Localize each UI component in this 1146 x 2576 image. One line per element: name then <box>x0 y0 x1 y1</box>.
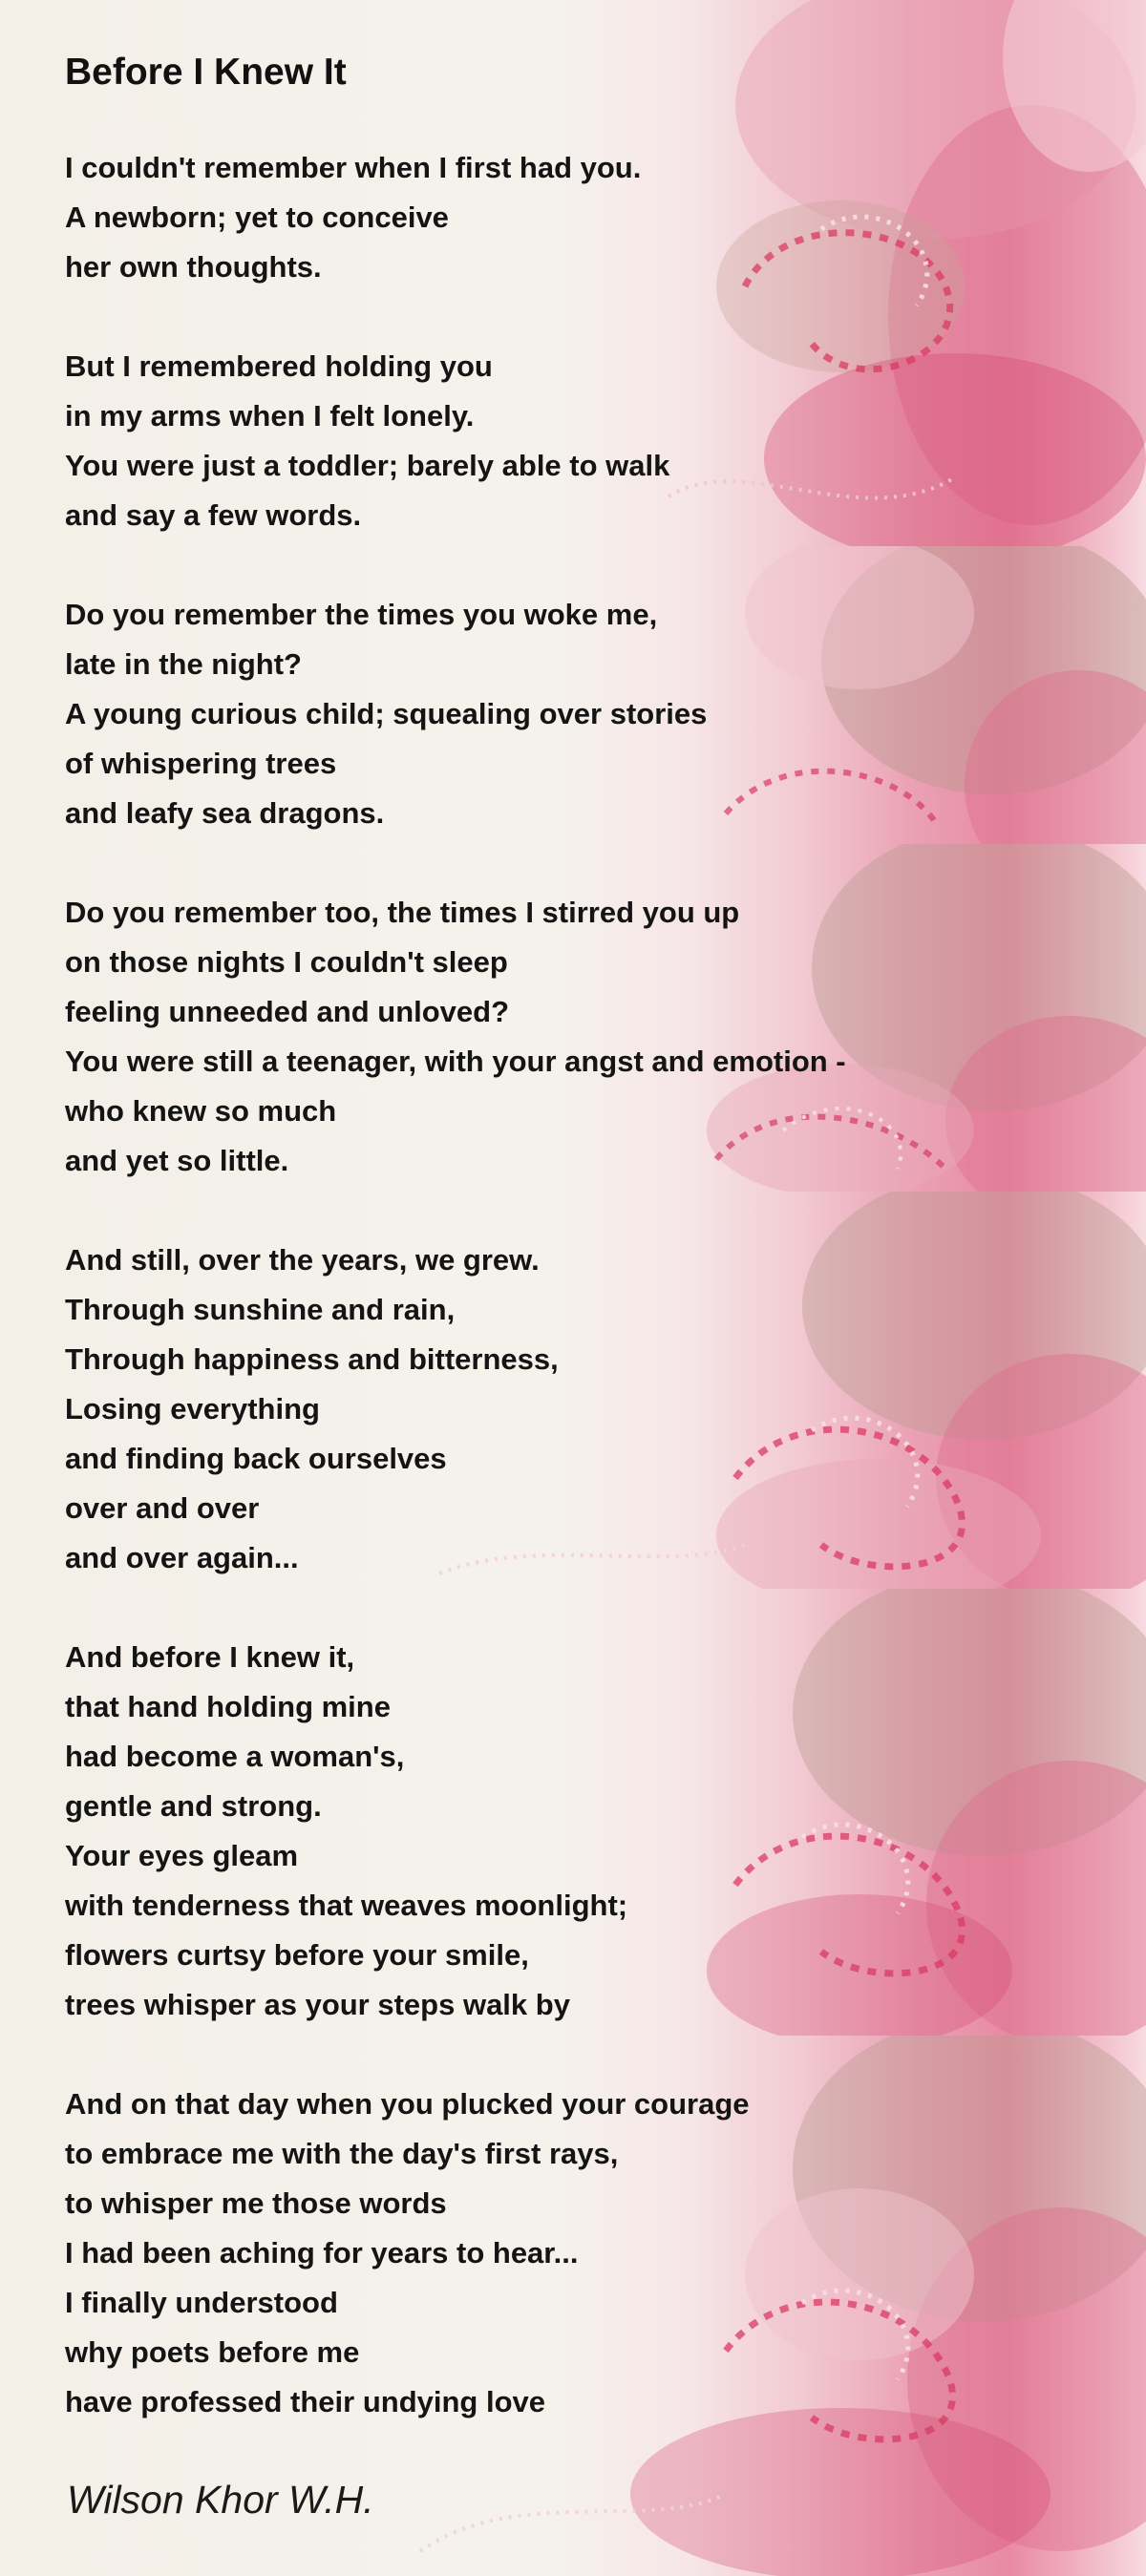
poem-stanza: I couldn't remember when I first had you. A newborn; yet to conceive her own thoughts. But I remembered holding you in my arms when I felt lonely. You were just a toddler; barely able to walk and say a few words. <box>65 151 670 532</box>
poem-stanza: And still, over the years, we grew. Through sunshine and rain, Through happiness and bitterness, Losing everything and finding back ourselves over and over and over again... <box>65 1243 559 1574</box>
poem-author: Wilson Khor W.H. <box>67 2478 374 2522</box>
poem-stanza: And before I knew it, that hand holding mine had become a woman's, gentle and strong. Your eyes gleam with tenderness that weaves moonlight; flowers curtsy before your smile, trees whisper as your steps walk by <box>65 1640 628 2021</box>
poem-title: Before I Knew It <box>65 52 347 93</box>
poem-stanza: And on that day when you plucked your courage to embrace me with the day's first rays, to whisper me those words I had been aching for years to hear... I finally understood why poets before me have professed their undying love <box>65 2087 750 2418</box>
poem-stanza: Do you remember the times you woke me, late in the night? A young curious child; squealing over stories of whispering trees and leafy sea dragons. <box>65 598 708 830</box>
poem-stanza: Do you remember too, the times I stirred you up on those nights I couldn't sleep feeling unneeded and unloved? You were still a teenager, with your angst and emotion - who knew so much and yet so little. <box>65 896 846 1177</box>
